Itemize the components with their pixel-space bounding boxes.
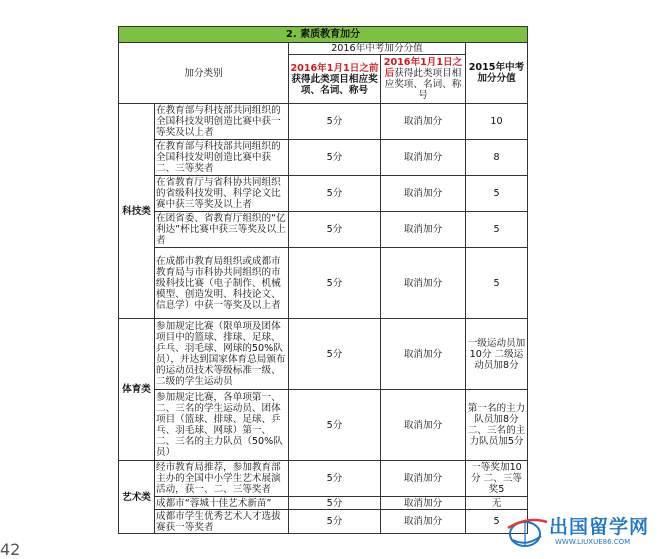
- before-header: [289, 55, 381, 104]
- year-2015-value-cell: 8: [466, 140, 528, 176]
- table-row: [119, 104, 528, 140]
- item-cell: 成都市“蓉城十佳艺术新苗”: [155, 497, 289, 510]
- group-header: 2016年中考加分分值: [289, 43, 466, 55]
- year-2015-header: 2015年中考加分分值: [466, 43, 528, 104]
- after-header-text: 获得此类项目相应奖项、名词、称号: [384, 68, 462, 101]
- after-value-cell: 取消加分: [381, 176, 466, 212]
- before-value-cell: 5分: [289, 390, 381, 461]
- year-2015-value-cell: 5: [466, 212, 528, 248]
- table-row: [119, 497, 528, 510]
- category-cell: 体育类: [119, 319, 155, 461]
- year-2015-value-cell: 第一名的主力队员加8分 二、三名的主力队员加5分: [466, 390, 528, 461]
- table-row: [119, 319, 528, 390]
- item-cell: 参加规定比赛，各单项第一、二、三名的学生运动员、团体项目（篮球、排球、足球、乒乓、羽毛球、网球）第一、二、三名的主力队员（50%队员）: [155, 390, 289, 461]
- after-header: [381, 55, 466, 104]
- logo-url: WWW.LIUXUE86.COM: [555, 538, 631, 546]
- before-value-cell: 5分: [289, 176, 381, 212]
- table-row: [119, 461, 528, 497]
- after-header-date: 2016年1月1日之后: [383, 57, 463, 79]
- before-header-text: 获得此类项目相应奖项、名词、称号: [291, 73, 378, 96]
- globe-logo-icon: [505, 514, 549, 548]
- table-row: [119, 390, 528, 461]
- item-cell: 在教育部与科技部共同组织的全国科技发明创造比赛中获一等奖及以上者: [155, 104, 289, 140]
- category-cell: 艺术类: [119, 461, 155, 534]
- year-2015-value-cell: 10: [466, 104, 528, 140]
- bonus-table-body: [119, 27, 528, 534]
- item-cell: 参加规定比赛（限单项及团体项目中的篮球、排球、足球、乒乓、羽毛球、网球的50%队员），并达到国家体育总局颁布的运动员技术等级标准一级、二级的学生运动员: [155, 319, 289, 390]
- item-cell: 经市教育局推荐，参加教育部主办的全国中小学生艺术展演活动，获一、二、三等奖者: [155, 461, 289, 497]
- table-row: [119, 140, 528, 176]
- logo-name: 出国留学网: [549, 516, 650, 538]
- before-header-date: 2016年1月1日之前: [290, 62, 379, 74]
- year-2015-value-cell: 5: [466, 510, 528, 534]
- category-column-header: 加分类别: [119, 43, 289, 104]
- before-value-cell: 5分: [289, 212, 381, 248]
- after-value-cell: 取消加分: [381, 390, 466, 461]
- item-cell: 成都市学生优秀艺术人才选拔赛获一等奖者: [155, 510, 289, 534]
- table-row: [119, 510, 528, 534]
- item-cell: 在团省委、省教育厅组织的“亿利达”杯比赛中获三等奖及以上者: [155, 212, 289, 248]
- table-row: [119, 248, 528, 319]
- before-value-cell: 5分: [289, 510, 381, 534]
- item-cell: 在成都市教育局组织或成都市教育局与市科协共同组织的市级科技比赛（电子制作、机械模型、创造发明、科技论文、信息学）中获一等奖及以上者: [155, 248, 289, 319]
- page-number: 42: [0, 540, 21, 559]
- site-logo: [505, 512, 665, 552]
- before-value-cell: 5分: [289, 461, 381, 497]
- after-value-cell: 取消加分: [381, 104, 466, 140]
- year-2015-value-cell: 无: [466, 497, 528, 510]
- after-value-cell: 取消加分: [381, 319, 466, 390]
- after-value-cell: 取消加分: [381, 140, 466, 176]
- before-value-cell: 5分: [289, 248, 381, 319]
- table-row: [119, 176, 528, 212]
- year-2015-value-cell: 一级运动员加10分 二级运动员加8分: [466, 319, 528, 390]
- year-2015-value-cell: 一等奖加10分 二、三等奖5: [466, 461, 528, 497]
- bonus-table: [118, 26, 528, 534]
- after-value-cell: 取消加分: [381, 212, 466, 248]
- after-value-cell: 取消加分: [381, 510, 466, 534]
- category-cell: 科技类: [119, 104, 155, 319]
- after-value-cell: 取消加分: [381, 461, 466, 497]
- year-2015-value-cell: 5: [466, 176, 528, 212]
- after-value-cell: 取消加分: [381, 248, 466, 319]
- before-value-cell: 5分: [289, 140, 381, 176]
- year-2015-value-cell: 5: [466, 248, 528, 319]
- table-row: [119, 212, 528, 248]
- before-value-cell: 5分: [289, 319, 381, 390]
- item-cell: 在教育部与科技部共同组织的全国科技发明创造比赛中获二、三等奖者: [155, 140, 289, 176]
- table-title: 2. 素质教育加分: [119, 27, 528, 43]
- after-value-cell: 取消加分: [381, 497, 466, 510]
- item-cell: 在省教育厅与省科协共同组织的省级科技发明、科学论文比赛中获三等奖及以上者: [155, 176, 289, 212]
- before-value-cell: 5分: [289, 104, 381, 140]
- before-value-cell: 5分: [289, 497, 381, 510]
